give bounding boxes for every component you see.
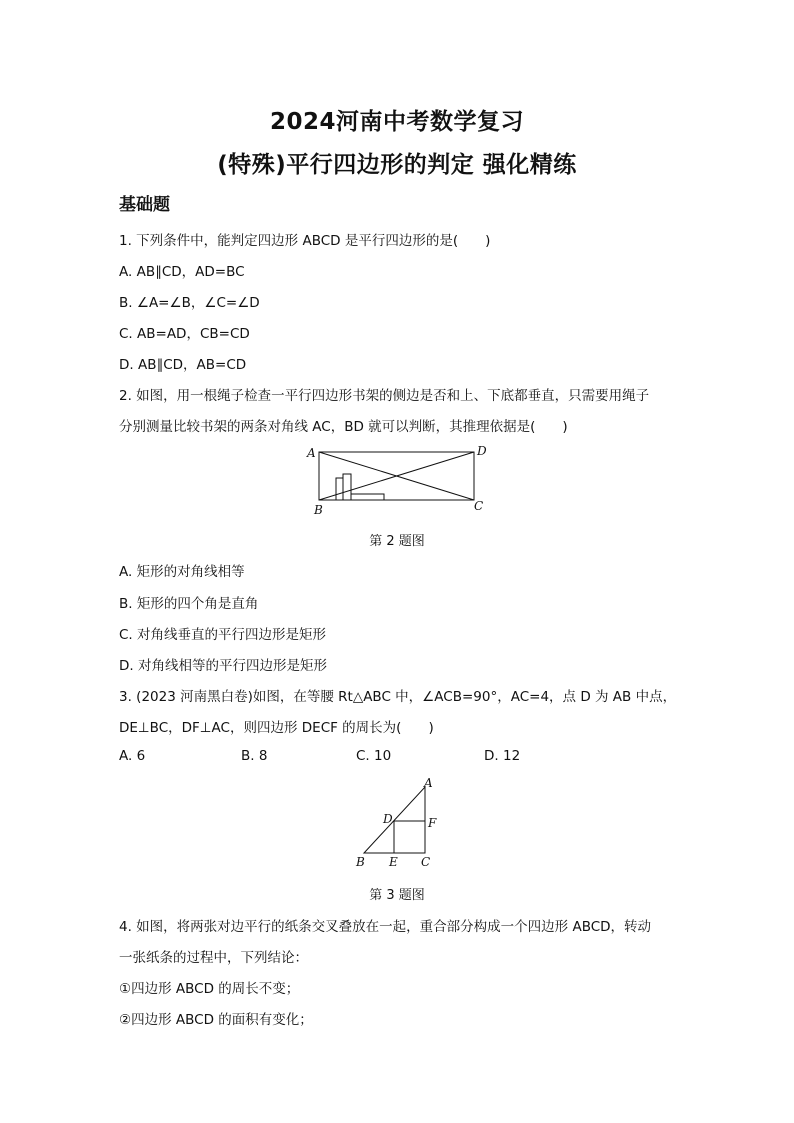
q3-label-a: A	[424, 776, 433, 790]
q3-label-b: B	[356, 855, 365, 869]
q2-book-3	[351, 494, 384, 500]
q1-option-a: A. AB∥CD，AD=BC	[119, 264, 245, 280]
q1-option-c: C. AB=AD，CB=CD	[119, 326, 250, 342]
section-heading: 基础题	[119, 195, 170, 215]
q2-option-c: C. 对角线垂直的平行四边形是矩形	[119, 627, 327, 643]
q2-option-a: A. 矩形的对角线相等	[119, 564, 245, 580]
q2-book-2	[343, 474, 351, 500]
q2-stem-line-1: 2. 如图，用一根绳子检查一平行四边形书架的侧边是否和上、下底都垂直，只需要用绳子	[119, 388, 650, 404]
q3-caption: 第 3 题图	[369, 888, 425, 903]
q4-stem-line-1: 4. 如图，将两张对边平行的纸条交叉叠放在一起，重合部分构成一个四边形 ABCD，转动	[119, 919, 652, 935]
q2-label-b: B	[314, 503, 323, 517]
q1-stem: 1. 下列条件中，能判定四边形 ABCD 是平行四边形的是( )	[119, 233, 491, 249]
title-line-2: (特殊)平行四边形的判定 强化精练	[217, 152, 577, 178]
q3-label-e: E	[389, 855, 398, 869]
q1-option-d: D. AB∥CD，AB=CD	[119, 357, 247, 373]
q4-stem-line-2: 一张纸条的过程中，下列结论：	[119, 950, 308, 966]
q3-label-f: F	[428, 816, 437, 830]
q2-option-d: D. 对角线相等的平行四边形是矩形	[119, 658, 327, 674]
q3-label-d: D	[383, 812, 393, 826]
q3-option-b: B. 8	[241, 748, 268, 764]
q4-item-2: ②四边形 ABCD 的面积有变化；	[119, 1012, 313, 1028]
q4-item-1: ①四边形 ABCD 的周长不变；	[119, 981, 300, 997]
title-line-1: 2024河南中考数学复习	[269, 109, 524, 135]
q3-figure	[350, 775, 450, 873]
q2-option-b: B. 矩形的四个角是直角	[119, 596, 259, 612]
q2-figure	[300, 440, 500, 520]
q2-stem-line-2: 分别测量比较书架的两条对角线 AC，BD 就可以判断，其推理依据是( )	[119, 419, 568, 435]
q3-option-c: C. 10	[356, 748, 392, 764]
q3-stem-line-2: DE⊥BC，DF⊥AC，则四边形 DECF 的周长为( )	[119, 720, 434, 736]
q3-label-c: C	[421, 855, 431, 869]
q3-option-a: A. 6	[119, 748, 146, 764]
q2-label-c: C	[474, 499, 484, 513]
q3-rect-decf	[394, 821, 425, 853]
q1-option-b: B. ∠A=∠B，∠C=∠D	[119, 295, 260, 311]
q2-book-1	[336, 478, 343, 500]
q3-option-d: D. 12	[484, 748, 521, 764]
q2-caption: 第 2 题图	[369, 534, 425, 549]
q2-label-d: D	[477, 444, 487, 458]
q3-stem-line-1: 3. (2023 河南黑白卷)如图，在等腰 Rt△ABC 中，∠ACB=90°，AC=4，点 D 为 AB 中点，	[119, 689, 677, 705]
q2-label-a: A	[307, 446, 316, 460]
